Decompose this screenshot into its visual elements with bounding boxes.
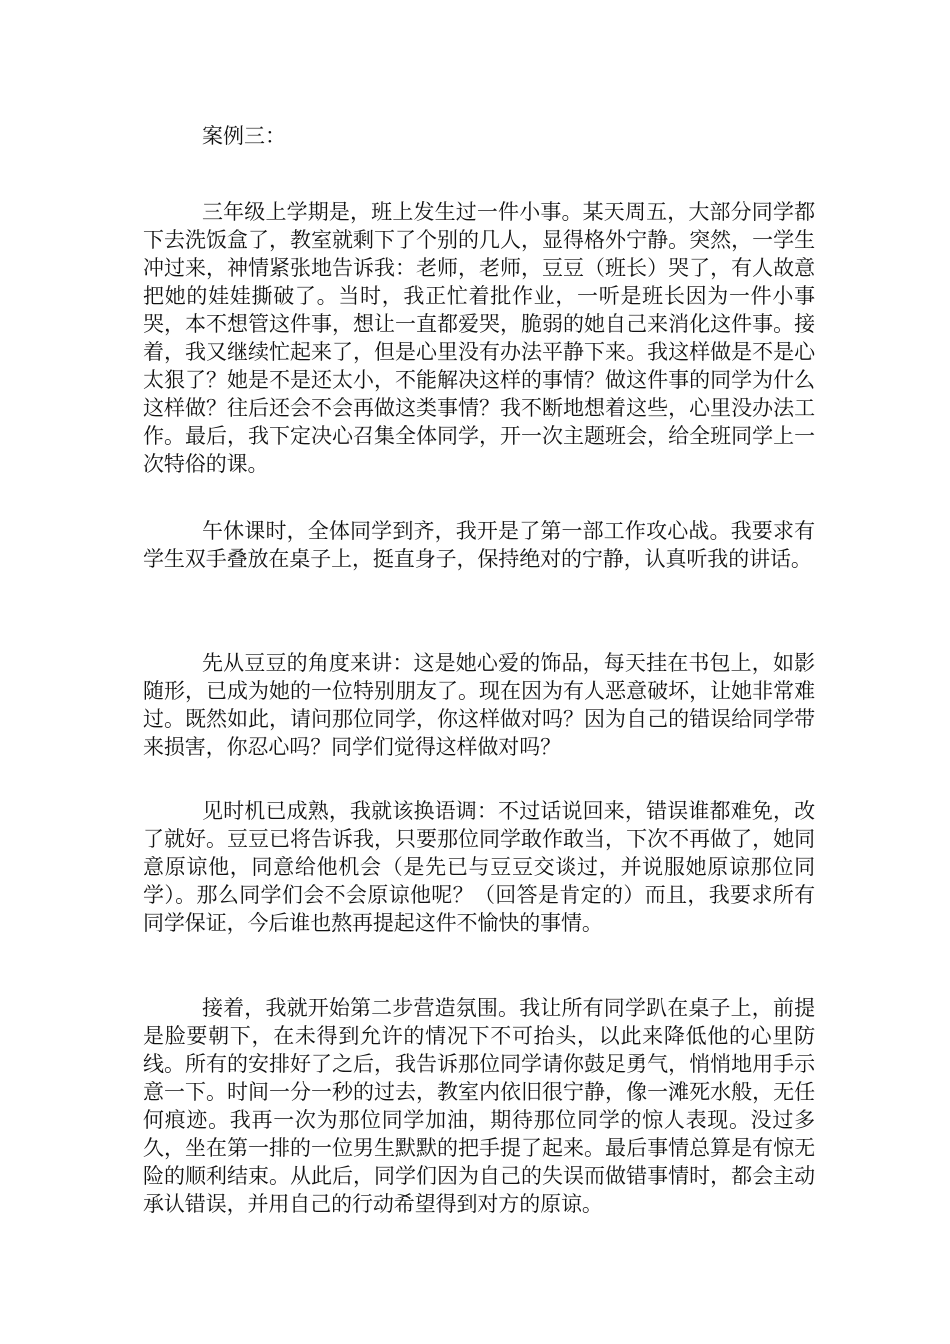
paragraph-doudou-perspective: 先从豆豆的角度来讲：这是她心爱的饰品，每天挂在书包上，如影随形，已成为她的一位特别朋友了。现在因为有人恶意破坏，让她非常难过。既然如此，请问那位同学，你这样做对吗？因为自己的错误给同学带来损害，你忍心吗？同学们觉得这样做对吗？ (143, 651, 815, 759)
paragraph-incident: 三年级上学期是，班上发生过一件小事。某天周五，大部分同学都下去洗饭盒了，教室就剩下了个别的几人，显得格外宁静。突然，一学生冲过来，神情紧张地告诉我：老师，老师，豆豆（班长）哭了，有人故意把她的娃娃撕破了。当时，我正忙着批作业，一听是班长因为一件小事哭，本不想管这件事，想让一直都爱哭，脆弱的她自己来消化这件事。接着，我又继续忙起来了，但是心里没有办法平静下来。我这样做是不是心太狠了？她是不是还太小，不能解决这样的事情？做这件事的同学为什么这样做？往后还会不会再做这类事情？我不断地想着这些，心里没办法工作。最后，我下定决心召集全体同学，开一次主题班会，给全班同学上一次特俗的课。 (143, 200, 815, 476)
paragraph-change-tone: 见时机已成熟，我就该换语调：不过话说回来，错误谁都难免，改了就好。豆豆已将告诉我，只要那位同学敢作敢当，下次不再做了，她同意原谅他，同意给他机会（是先已与豆豆交谈过，并说服她原谅那位同学）。那么同学们会不会原谅他呢？（回答是肯定的）而且，我要求所有同学保证，今后谁也熬再提起这件不愉快的事情。 (143, 799, 815, 935)
section-heading: 案例三： (202, 124, 286, 148)
paragraph-second-step: 接着，我就开始第二步营造氛围。我让所有同学趴在桌子上，前提是脸要朝下，在未得到允许的情况下不可抬头，以此来降低他的心里防线。所有的安排好了之后，我告诉那位同学请你鼓足勇气，悄悄地用手示意一下。时间一分一秒的过去，教室内依旧很宁静，像一滩死水般，无任何痕迹。我再一次为那位同学加油，期待那位同学的惊人表现。没过多久，坐在第一排的一位男生默默的把手提了起来。最后事情总算是有惊无险的顺利结束。从此后，同学们因为自己的失误而做错事情时，都会主动承认错误，并用自己的行动希望得到对方的原谅。 (143, 996, 815, 1216)
paragraph-noon-class: 午休课时，全体同学到齐，我开是了第一部工作攻心战。我要求有学生双手叠放在桌子上，挺直身子，保持绝对的宁静，认真听我的讲话。 (143, 519, 815, 571)
